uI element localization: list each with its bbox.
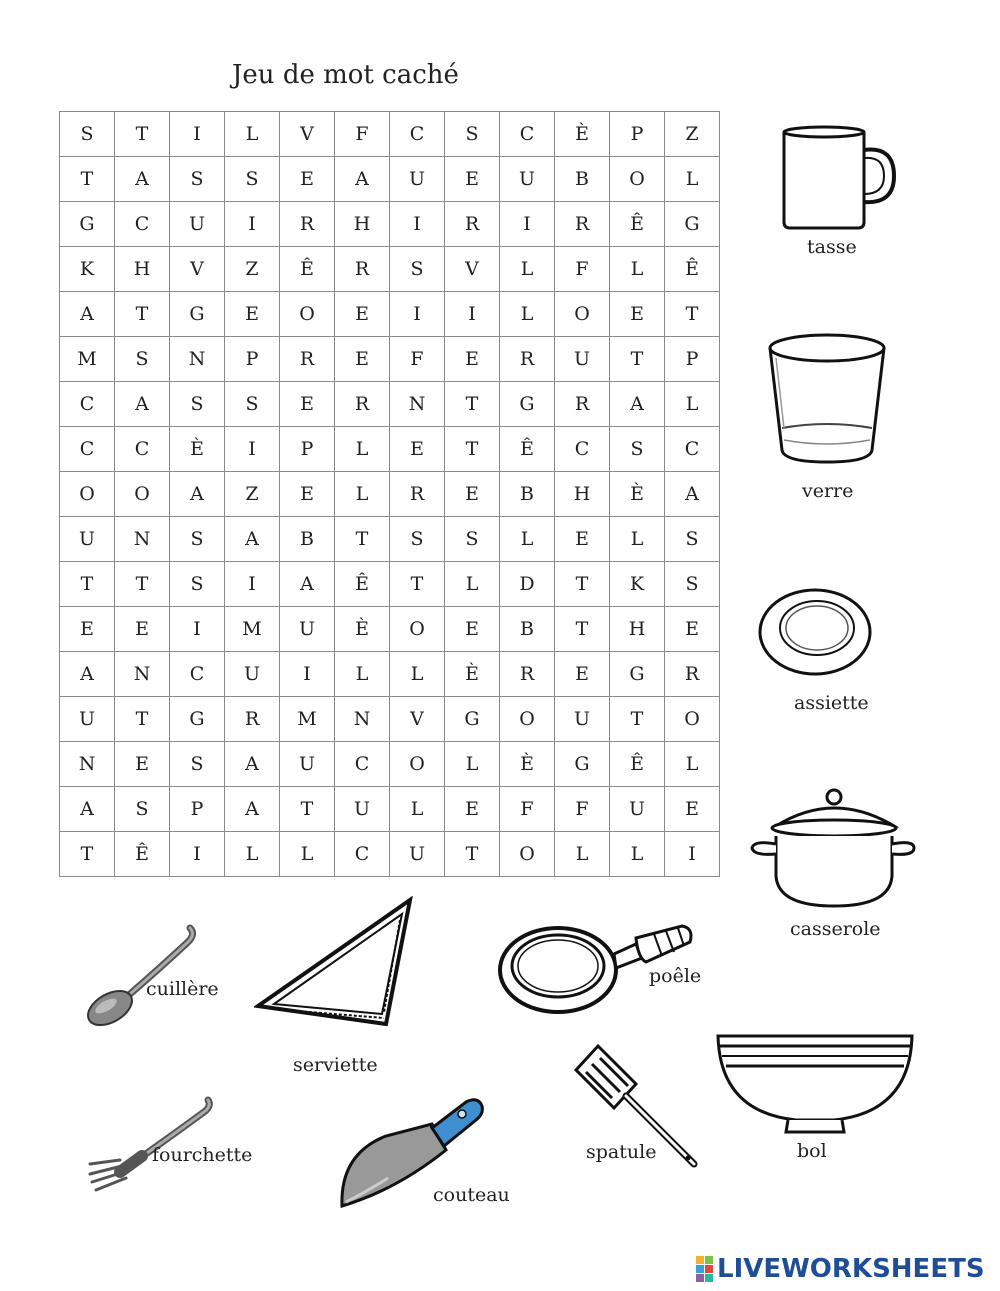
grid-cell[interactable]: L	[665, 382, 720, 427]
grid-cell[interactable]: U	[60, 517, 115, 562]
grid-cell[interactable]: C	[60, 427, 115, 472]
grid-cell[interactable]: C	[115, 427, 170, 472]
grid-cell[interactable]: L	[610, 832, 665, 877]
label-casserole: casserole	[790, 918, 881, 940]
grid-cell[interactable]: L	[500, 247, 555, 292]
grid-cell[interactable]: P	[170, 787, 225, 832]
grid-row	[60, 607, 720, 652]
grid-cell[interactable]: E	[665, 787, 720, 832]
grid-cell[interactable]: E	[115, 607, 170, 652]
grid-cell[interactable]: O	[555, 292, 610, 337]
grid-cell[interactable]: E	[555, 517, 610, 562]
grid-cell[interactable]: T	[610, 697, 665, 742]
grid-cell[interactable]: I	[225, 202, 280, 247]
grid-cell[interactable]: T	[60, 562, 115, 607]
grid-cell[interactable]: E	[610, 292, 665, 337]
grid-cell[interactable]: A	[335, 157, 390, 202]
grid-cell[interactable]: T	[280, 787, 335, 832]
grid-cell[interactable]: Ê	[335, 562, 390, 607]
grid-cell[interactable]: S	[665, 562, 720, 607]
grid-cell[interactable]: S	[170, 742, 225, 787]
grid-cell[interactable]: T	[115, 112, 170, 157]
grid-cell[interactable]: T	[445, 382, 500, 427]
grid-cell[interactable]: I	[665, 832, 720, 877]
grid-cell[interactable]: H	[610, 607, 665, 652]
grid-cell[interactable]: V	[280, 112, 335, 157]
grid-cell[interactable]: U	[170, 202, 225, 247]
grid-cell[interactable]: B	[500, 472, 555, 517]
grid-cell[interactable]: G	[170, 697, 225, 742]
grid-cell[interactable]: O	[60, 472, 115, 517]
grid-cell[interactable]: E	[225, 292, 280, 337]
grid-cell[interactable]: Z	[225, 247, 280, 292]
grid-cell[interactable]: L	[390, 652, 445, 697]
grid-cell[interactable]: U	[390, 832, 445, 877]
grid-row	[60, 382, 720, 427]
grid-cell[interactable]: E	[280, 472, 335, 517]
grid-row	[60, 742, 720, 787]
grid-cell[interactable]: F	[390, 337, 445, 382]
grid-cell[interactable]: T	[115, 697, 170, 742]
grid-cell[interactable]: N	[60, 742, 115, 787]
grid-cell[interactable]: P	[610, 112, 665, 157]
grid-cell[interactable]: B	[500, 607, 555, 652]
grid-cell[interactable]: E	[335, 292, 390, 337]
grid-cell[interactable]: S	[170, 157, 225, 202]
grid-cell[interactable]: H	[335, 202, 390, 247]
grid-cell[interactable]: B	[280, 517, 335, 562]
label-fourchette: fourchette	[152, 1144, 253, 1166]
grid-cell[interactable]: U	[335, 787, 390, 832]
grid-cell[interactable]: C	[115, 202, 170, 247]
grid-cell[interactable]: R	[445, 202, 500, 247]
grid-cell[interactable]: S	[225, 157, 280, 202]
grid-cell[interactable]: M	[60, 337, 115, 382]
grid-cell[interactable]: S	[445, 517, 500, 562]
grid-cell[interactable]: L	[280, 832, 335, 877]
brand-text: LIVEWORKSHEETS	[717, 1254, 985, 1284]
grid-cell[interactable]: E	[445, 157, 500, 202]
grid-cell[interactable]: I	[170, 832, 225, 877]
grid-cell[interactable]: U	[280, 742, 335, 787]
grid-cell[interactable]: I	[280, 652, 335, 697]
grid-cell[interactable]: E	[280, 382, 335, 427]
label-bol: bol	[797, 1140, 827, 1162]
grid-cell[interactable]: S	[610, 427, 665, 472]
grid-cell[interactable]: O	[500, 697, 555, 742]
grid-cell[interactable]: N	[390, 382, 445, 427]
grid-cell[interactable]: F	[555, 787, 610, 832]
grid-cell[interactable]: S	[390, 517, 445, 562]
grid-cell[interactable]: C	[390, 112, 445, 157]
grid-cell[interactable]: V	[390, 697, 445, 742]
grid-cell[interactable]: F	[335, 112, 390, 157]
grid-cell[interactable]: H	[555, 472, 610, 517]
grid-cell[interactable]: A	[280, 562, 335, 607]
grid-cell[interactable]: È	[555, 112, 610, 157]
grid-cell[interactable]: E	[60, 607, 115, 652]
grid-cell[interactable]: R	[390, 472, 445, 517]
grid-cell[interactable]: Z	[665, 112, 720, 157]
grid-cell[interactable]: F	[555, 247, 610, 292]
grid-cell[interactable]: T	[445, 427, 500, 472]
grid-cell[interactable]: G	[170, 292, 225, 337]
grid-cell[interactable]: L	[665, 742, 720, 787]
grid-cell[interactable]: O	[115, 472, 170, 517]
grid-cell[interactable]: U	[390, 157, 445, 202]
grid-cell[interactable]: T	[610, 337, 665, 382]
grid-cell[interactable]: H	[115, 247, 170, 292]
grid-row	[60, 112, 720, 157]
grid-cell[interactable]: S	[390, 247, 445, 292]
grid-cell[interactable]: T	[390, 562, 445, 607]
grid-cell[interactable]: E	[445, 472, 500, 517]
pot-icon	[748, 786, 916, 912]
grid-cell[interactable]: L	[555, 832, 610, 877]
grid-cell[interactable]: D	[500, 562, 555, 607]
spoon-icon	[80, 920, 196, 1030]
grid-cell[interactable]: K	[610, 562, 665, 607]
grid-cell[interactable]: F	[500, 787, 555, 832]
grid-cell[interactable]: A	[610, 382, 665, 427]
grid-row	[60, 832, 720, 877]
grid-cell[interactable]: S	[225, 382, 280, 427]
grid-cell[interactable]: T	[335, 517, 390, 562]
grid-cell[interactable]: G	[555, 742, 610, 787]
grid-cell[interactable]: G	[665, 202, 720, 247]
grid-cell[interactable]: I	[445, 292, 500, 337]
grid-cell[interactable]: R	[555, 382, 610, 427]
grid-cell[interactable]: R	[555, 202, 610, 247]
grid-row	[60, 157, 720, 202]
grid-cell[interactable]: V	[170, 247, 225, 292]
grid-cell[interactable]: È	[610, 472, 665, 517]
brand-mark-icon	[696, 1256, 713, 1282]
grid-cell[interactable]: I	[170, 607, 225, 652]
label-assiette: assiette	[794, 692, 869, 714]
grid-cell[interactable]: L	[390, 787, 445, 832]
grid-cell[interactable]: M	[225, 607, 280, 652]
grid-cell[interactable]: Z	[225, 472, 280, 517]
grid-cell[interactable]: O	[390, 607, 445, 652]
grid-row	[60, 562, 720, 607]
grid-cell[interactable]: A	[665, 472, 720, 517]
grid-cell[interactable]: S	[170, 517, 225, 562]
label-tasse: tasse	[807, 236, 857, 258]
grid-cell[interactable]: E	[445, 337, 500, 382]
grid-cell[interactable]: E	[445, 787, 500, 832]
grid-cell[interactable]: È	[170, 427, 225, 472]
grid-row	[60, 472, 720, 517]
grid-cell[interactable]: C	[60, 382, 115, 427]
grid-cell[interactable]: L	[335, 472, 390, 517]
grid-cell[interactable]: C	[665, 427, 720, 472]
grid-cell[interactable]: T	[60, 832, 115, 877]
grid-cell[interactable]: È	[335, 607, 390, 652]
grid-cell[interactable]: A	[225, 742, 280, 787]
grid-cell[interactable]: A	[115, 157, 170, 202]
grid-cell[interactable]: I	[225, 562, 280, 607]
grid-cell[interactable]: L	[500, 292, 555, 337]
grid-row	[60, 337, 720, 382]
grid-cell[interactable]: S	[115, 337, 170, 382]
grid-cell[interactable]: C	[335, 742, 390, 787]
grid-cell[interactable]: R	[280, 202, 335, 247]
grid-cell[interactable]: R	[335, 247, 390, 292]
grid-cell[interactable]: T	[445, 832, 500, 877]
brand-mark-square	[705, 1256, 713, 1264]
grid-row	[60, 787, 720, 832]
grid-cell[interactable]: L	[445, 742, 500, 787]
label-couteau: couteau	[433, 1184, 510, 1206]
grid-cell[interactable]: C	[170, 652, 225, 697]
word-search-grid	[59, 111, 720, 877]
label-spatule: spatule	[586, 1141, 657, 1163]
grid-cell[interactable]: Ê	[115, 832, 170, 877]
grid-cell[interactable]: E	[390, 427, 445, 472]
grid-cell[interactable]: R	[280, 337, 335, 382]
grid-cell[interactable]: L	[500, 517, 555, 562]
label-cuillere: cuillère	[146, 978, 219, 1000]
grid-cell[interactable]: G	[60, 202, 115, 247]
grid-cell[interactable]: T	[555, 607, 610, 652]
grid-cell[interactable]: O	[610, 157, 665, 202]
grid-cell[interactable]: U	[555, 697, 610, 742]
grid-cell[interactable]: O	[665, 697, 720, 742]
grid-cell[interactable]: C	[555, 427, 610, 472]
grid-cell[interactable]: T	[60, 157, 115, 202]
grid-cell[interactable]: O	[280, 292, 335, 337]
grid-cell[interactable]: L	[665, 157, 720, 202]
brand-mark-square	[705, 1274, 713, 1282]
grid-cell[interactable]: A	[60, 652, 115, 697]
grid-cell[interactable]: E	[115, 742, 170, 787]
grid-cell[interactable]: O	[390, 742, 445, 787]
grid-cell[interactable]: A	[225, 787, 280, 832]
brand-mark-square	[696, 1274, 704, 1282]
bowl-icon	[714, 1032, 916, 1136]
grid-cell[interactable]: L	[610, 517, 665, 562]
grid-cell[interactable]: I	[500, 202, 555, 247]
grid-cell[interactable]: A	[60, 787, 115, 832]
label-verre: verre	[802, 480, 854, 502]
grid-cell[interactable]: U	[500, 157, 555, 202]
grid-cell[interactable]: L	[445, 562, 500, 607]
grid-cell[interactable]: Ê	[500, 427, 555, 472]
grid-cell[interactable]: N	[170, 337, 225, 382]
worksheet-title: Jeu de mot caché	[232, 60, 459, 90]
grid-cell[interactable]: C	[335, 832, 390, 877]
grid-cell[interactable]: T	[115, 292, 170, 337]
grid-cell[interactable]: L	[335, 652, 390, 697]
label-serviette: serviette	[293, 1054, 378, 1076]
grid-cell[interactable]: Ê	[665, 247, 720, 292]
grid-cell[interactable]: I	[170, 112, 225, 157]
grid-cell[interactable]: T	[115, 562, 170, 607]
label-poele: poêle	[649, 965, 702, 987]
grid-cell[interactable]: E	[280, 157, 335, 202]
grid-cell[interactable]: E	[335, 337, 390, 382]
grid-cell[interactable]: A	[225, 517, 280, 562]
mug-icon	[770, 122, 900, 234]
grid-cell[interactable]: U	[555, 337, 610, 382]
grid-cell[interactable]: N	[115, 517, 170, 562]
grid-cell[interactable]: P	[225, 337, 280, 382]
grid-cell[interactable]: È	[500, 742, 555, 787]
grid-cell[interactable]: M	[280, 697, 335, 742]
grid-cell[interactable]: B	[555, 157, 610, 202]
grid-cell[interactable]: T	[555, 562, 610, 607]
grid-cell[interactable]: R	[500, 337, 555, 382]
grid-cell[interactable]: G	[610, 652, 665, 697]
grid-cell[interactable]: A	[170, 472, 225, 517]
grid-cell[interactable]: R	[335, 382, 390, 427]
napkin-icon	[254, 896, 414, 1028]
grid-cell[interactable]: K	[60, 247, 115, 292]
grid-cell[interactable]: S	[170, 562, 225, 607]
grid-cell[interactable]: P	[280, 427, 335, 472]
grid-row	[60, 517, 720, 562]
grid-cell[interactable]: A	[115, 382, 170, 427]
grid-cell[interactable]: G	[445, 697, 500, 742]
grid-row	[60, 247, 720, 292]
grid-cell[interactable]: S	[115, 787, 170, 832]
grid-cell[interactable]: L	[610, 247, 665, 292]
brand-mark-square	[696, 1256, 704, 1264]
grid-row	[60, 427, 720, 472]
grid-cell[interactable]: I	[225, 427, 280, 472]
grid-cell[interactable]: R	[500, 652, 555, 697]
grid-cell[interactable]: L	[335, 427, 390, 472]
grid-cell[interactable]: U	[610, 787, 665, 832]
grid-cell[interactable]: U	[225, 652, 280, 697]
grid-cell[interactable]: T	[665, 292, 720, 337]
grid-cell[interactable]: E	[445, 607, 500, 652]
grid-cell[interactable]: U	[280, 607, 335, 652]
grid-cell[interactable]: P	[665, 337, 720, 382]
grid-cell[interactable]: Ê	[280, 247, 335, 292]
grid-cell[interactable]: I	[390, 292, 445, 337]
grid-cell[interactable]: S	[445, 112, 500, 157]
grid-cell[interactable]: V	[445, 247, 500, 292]
grid-cell[interactable]: I	[390, 202, 445, 247]
grid-cell[interactable]: A	[60, 292, 115, 337]
grid-cell[interactable]: E	[555, 652, 610, 697]
plate-icon	[756, 586, 874, 680]
brand-mark-square	[696, 1265, 704, 1273]
grid-cell[interactable]: R	[665, 652, 720, 697]
grid-cell[interactable]: È	[445, 652, 500, 697]
grid-cell[interactable]: S	[60, 112, 115, 157]
grid-row	[60, 697, 720, 742]
grid-cell[interactable]: Ê	[610, 202, 665, 247]
grid-cell[interactable]: R	[225, 697, 280, 742]
glass-icon	[762, 328, 892, 468]
grid-cell[interactable]: S	[665, 517, 720, 562]
grid-cell[interactable]: N	[335, 697, 390, 742]
grid-row	[60, 202, 720, 247]
brand-mark-square	[705, 1265, 713, 1273]
grid-cell[interactable]: Ê	[610, 742, 665, 787]
grid-row	[60, 292, 720, 337]
grid-cell[interactable]: O	[500, 832, 555, 877]
grid-cell[interactable]: L	[225, 112, 280, 157]
grid-cell[interactable]: L	[225, 832, 280, 877]
grid-row	[60, 652, 720, 697]
grid-cell[interactable]: E	[665, 607, 720, 652]
grid-cell[interactable]: C	[500, 112, 555, 157]
liveworksheets-logo	[696, 1254, 985, 1284]
grid-cell[interactable]: G	[500, 382, 555, 427]
grid-cell[interactable]: U	[60, 697, 115, 742]
grid-cell[interactable]: S	[170, 382, 225, 427]
grid-cell[interactable]: N	[115, 652, 170, 697]
